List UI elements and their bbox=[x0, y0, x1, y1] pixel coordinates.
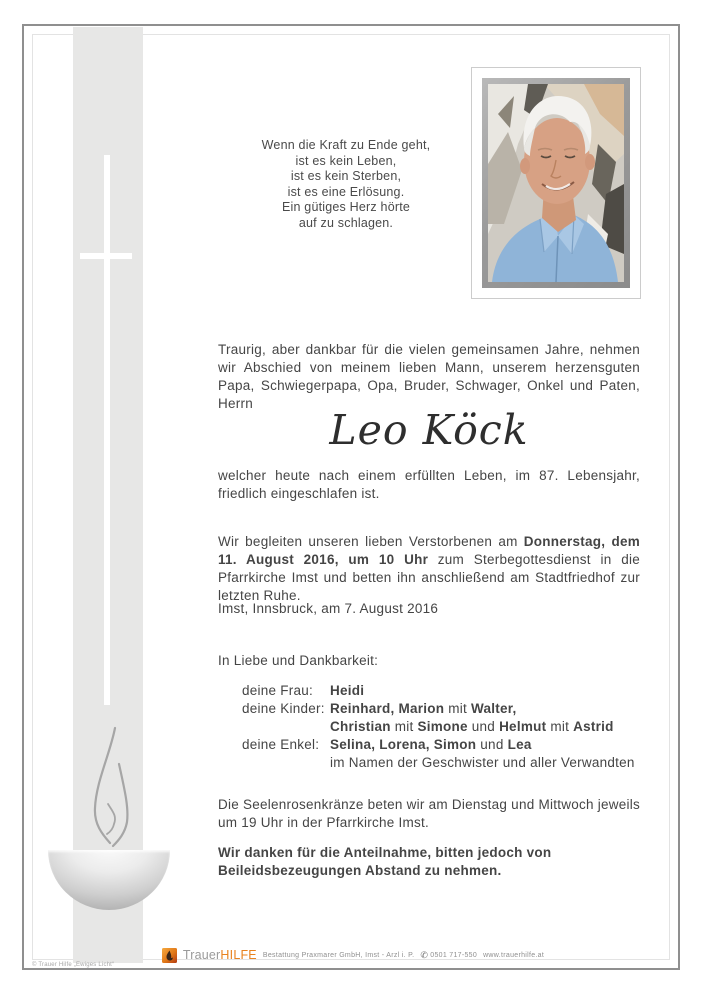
condolence-note: Wir danken für die Anteilnahme, bitten jedoch von Beileidsbezeugungen Abstand zu nehmen. bbox=[218, 845, 552, 878]
mourner-names: Reinhard, Marion mit Walter, bbox=[330, 701, 517, 716]
trauerhilfe-logo-icon bbox=[162, 948, 177, 963]
trauerhilfe-brand bbox=[183, 948, 257, 962]
dateline: Imst, Innsbruck, am 7. August 2016 bbox=[218, 601, 439, 616]
memorial-poem bbox=[216, 138, 476, 232]
phone-number: 0501 717-550 bbox=[430, 951, 478, 959]
footer-phone bbox=[420, 950, 477, 961]
mourner-row bbox=[242, 700, 642, 718]
mourner-relation-label: deine Frau: bbox=[242, 683, 314, 698]
photo-inner-frame bbox=[482, 78, 630, 288]
deceased-name: Leo Köck bbox=[329, 406, 529, 454]
cross-icon-bar bbox=[80, 253, 132, 259]
mourner-names: Selina, Lorena, Simon und Lea bbox=[330, 737, 532, 752]
mourner-relation-label bbox=[242, 718, 330, 736]
footer-company: Bestattung Praxmarer GmbH, Imst - Arzl i. P. bbox=[262, 951, 415, 959]
mourner-row bbox=[242, 736, 642, 754]
mourner-row bbox=[242, 754, 642, 772]
poem-line: ist es kein Leben, bbox=[295, 153, 397, 168]
photo-frame bbox=[471, 67, 641, 299]
mourners-list bbox=[242, 682, 642, 772]
phone-icon: ✆ bbox=[420, 949, 429, 960]
poem-line: Wenn die Kraft zu Ende geht, bbox=[261, 138, 431, 152]
poem-line: auf zu schlagen. bbox=[298, 215, 394, 230]
mourner-row bbox=[242, 682, 642, 700]
mourner-names: Christian mit Simone und Helmut mit Astrid bbox=[330, 719, 614, 734]
footer bbox=[24, 944, 682, 966]
brand-hilfe: HILFE bbox=[220, 948, 257, 962]
death-statement: welcher heute nach einem erfüllten Leben, im 87. Lebensjahr, friedlich eingeschlafen ist. bbox=[218, 468, 640, 501]
mourners-heading: In Liebe und Dankbarkeit: bbox=[218, 653, 379, 668]
portrait-photo bbox=[488, 84, 624, 282]
poem-line: Ein gütiges Herz hörte bbox=[281, 200, 411, 215]
mourner-relation-label: deine Kinder: bbox=[242, 701, 325, 716]
mourner-names: im Namen der Geschwister und aller Verwandten bbox=[330, 755, 635, 770]
artwork-copyright: © Trauer Hilfe „Ewiges Licht“ bbox=[32, 962, 115, 968]
mourner-relation-label bbox=[242, 754, 330, 772]
rosary-paragraph: Die Seelenrosenkränze beten wir am Dienstag und Mittwoch jeweils um 19 Uhr in der Pfarrkirche Imst. bbox=[218, 797, 640, 830]
footer-website: www.trauerhilfe.at bbox=[483, 951, 545, 959]
intro-paragraph: Traurig, aber dankbar für die vielen gemeinsamen Jahre, nehmen wir Abschied von meinem lieben Mann, unserem herzensguten Papa, Schwiegerpapa, Opa, Bruder, Schwager, Onkel und Paten, Herrn bbox=[218, 342, 640, 411]
poem-line: ist es kein Sterben, bbox=[290, 169, 402, 184]
mourner-relation-label: deine Enkel: bbox=[242, 737, 320, 752]
mourner-names: Heidi bbox=[330, 683, 365, 698]
poem-line: ist es eine Erlösung. bbox=[287, 184, 405, 199]
brand-trauer: Trauer bbox=[182, 948, 221, 962]
mourner-row bbox=[242, 718, 642, 736]
flame-icon bbox=[72, 712, 152, 852]
funeral-details: Wir begleiten unseren lieben Verstorbenen am Donnerstag, dem 11. August 2016, um 10 Uhr zum Sterbegottesdienst in die Pfarrkirche Imst und betten ihn anschließend am Stadtfriedhof zur letzten Ruhe. bbox=[218, 534, 640, 603]
cross-icon bbox=[104, 155, 110, 705]
